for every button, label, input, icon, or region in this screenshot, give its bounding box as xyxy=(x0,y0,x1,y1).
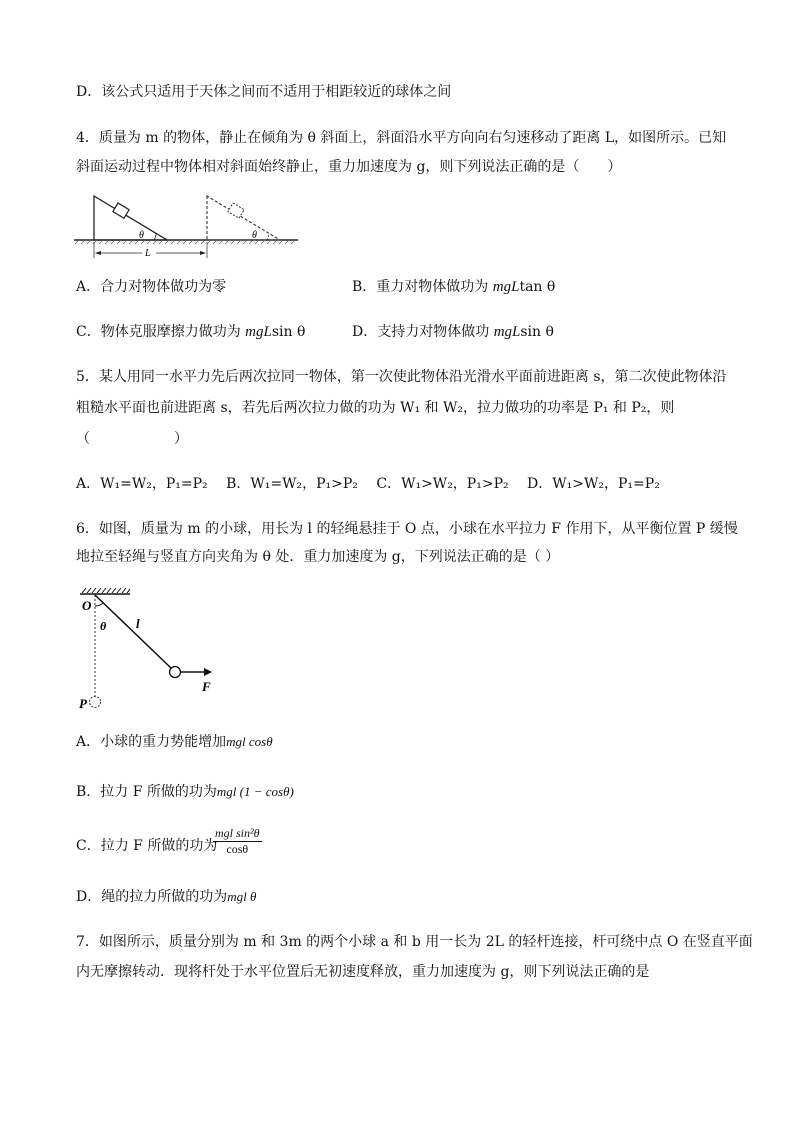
incline-dashed xyxy=(207,196,280,240)
q6-f-label: F xyxy=(202,679,211,694)
block-dashed xyxy=(228,203,244,218)
q7-stem-line1: 7．如图所示，质量分别为 m 和 3m 的两个小球 a 和 b 用一长为 2L 的轻杆连接，杆可绕中点 O 在竖直平面 xyxy=(76,934,753,950)
q6-option-d-prefix: D．绳的拉力所做的功为 xyxy=(76,889,228,905)
q4-theta-dashed: θ xyxy=(252,230,257,241)
q4-option-d-math: mgL xyxy=(493,324,521,340)
q6-theta-label: θ xyxy=(100,619,107,633)
q6-option-c-prefix: C．拉力 F 所做的功为 xyxy=(76,838,218,854)
q7-stem-line2: 内无摩擦转动．现将杆处于水平位置后无初速度释放，重力加速度为 g，则下列说法正确的是 xyxy=(76,964,650,980)
q4-option-d xyxy=(352,322,554,342)
q4-option-c-prefix: C．物体克服摩擦力做功为 xyxy=(76,324,246,340)
q6-option-d-math: mgl θ xyxy=(227,889,257,904)
q6-option-a-prefix: A．小球的重力势能增加 xyxy=(76,734,227,750)
q3-option-d: D．该公式只适用于天体之间而不适用于相距较近的球体之间 xyxy=(76,84,452,100)
q6-option-c-denominator: cosθ xyxy=(226,842,249,856)
q4-theta-solid: θ xyxy=(139,230,144,241)
q6-stem-line1: 6．如图，质量为 m 的小球，用长为 l 的轻绳悬挂于 O 点，小球在水平拉力 F 作用下，从平衡位置 P 缓慢 xyxy=(76,521,738,537)
q6-l-label: l xyxy=(136,616,140,631)
q5-options: A．W₁=W₂，P₁=P₂ B．W₁=W₂，P₁>P₂ C．W₁>W₂，P₁>P₂ D．W₁>W₂，P₁=P₂ xyxy=(76,476,660,492)
q4-option-c xyxy=(76,322,305,342)
q6-option-a-math: mgl cosθ xyxy=(226,734,273,749)
q4-stem-line2: 斜面运动过程中物体相对斜面始终静止，重力加速度为 g，则下列说法正确的是（ ） xyxy=(76,159,622,175)
q6-option-b-prefix: B．拉力 F 所做的功为 xyxy=(76,784,217,800)
q6-ball xyxy=(170,667,181,678)
q4-option-b-suffix: tan θ xyxy=(519,279,556,295)
q4-option-c-math: mgL xyxy=(245,324,272,340)
q4-option-b-math: mgL xyxy=(492,279,520,295)
q4-option-a: A．合力对物体做功为零 xyxy=(76,279,227,295)
q4-option-b-prefix: B．重力对物体做功为 xyxy=(352,279,493,295)
q6-option-c-numerator: mgl sin²θ xyxy=(215,826,260,840)
q6-option-b-math: mgl (1 − cosθ) xyxy=(216,784,294,799)
q5-stem-line2: 粗糙水平面也前进距离 s，若先后两次拉力做的功为 W₁ 和 W₂，拉力做功的功率是 P₁ 和 P₂，则 xyxy=(76,400,675,416)
q6-option-a xyxy=(76,732,273,752)
q4-option-d-prefix: D．支持力对物体做功 xyxy=(352,324,494,340)
q6-option-b xyxy=(76,782,294,802)
q4-option-d-suffix: sin θ xyxy=(520,324,554,340)
q6-option-c xyxy=(76,836,217,856)
q6-stem-line2: 地拉至轻绳与竖直方向夹角为 θ 处．重力加速度为 g，下列说法正确的是（ ） xyxy=(76,549,560,565)
q5-stem-line1: 5．某人用同一水平力先后两次拉同一物体，第一次使此物体沿光滑水平面前进距离 s，第二次使此物体沿 xyxy=(76,369,727,385)
q4-option-b xyxy=(352,277,555,297)
q6-option-d xyxy=(76,887,256,907)
q6-p-label: P xyxy=(79,696,87,711)
q4-length-label: L xyxy=(145,248,151,259)
q6-pendulum-figure xyxy=(74,586,224,716)
q4-incline-figure xyxy=(74,190,304,262)
q4-stem-line1: 4．质量为 m 的物体，静止在倾角为 θ 斜面上，斜面沿水平方向向右匀速移动了距离 L，如图所示。已知 xyxy=(76,130,727,146)
q6-ball-p xyxy=(90,697,101,708)
q6-option-c-fraction xyxy=(213,826,262,857)
q5-stem-line3: （ ） xyxy=(76,431,188,447)
q4-option-c-suffix: sin θ xyxy=(271,324,306,340)
q6-o-label: O xyxy=(82,598,92,613)
